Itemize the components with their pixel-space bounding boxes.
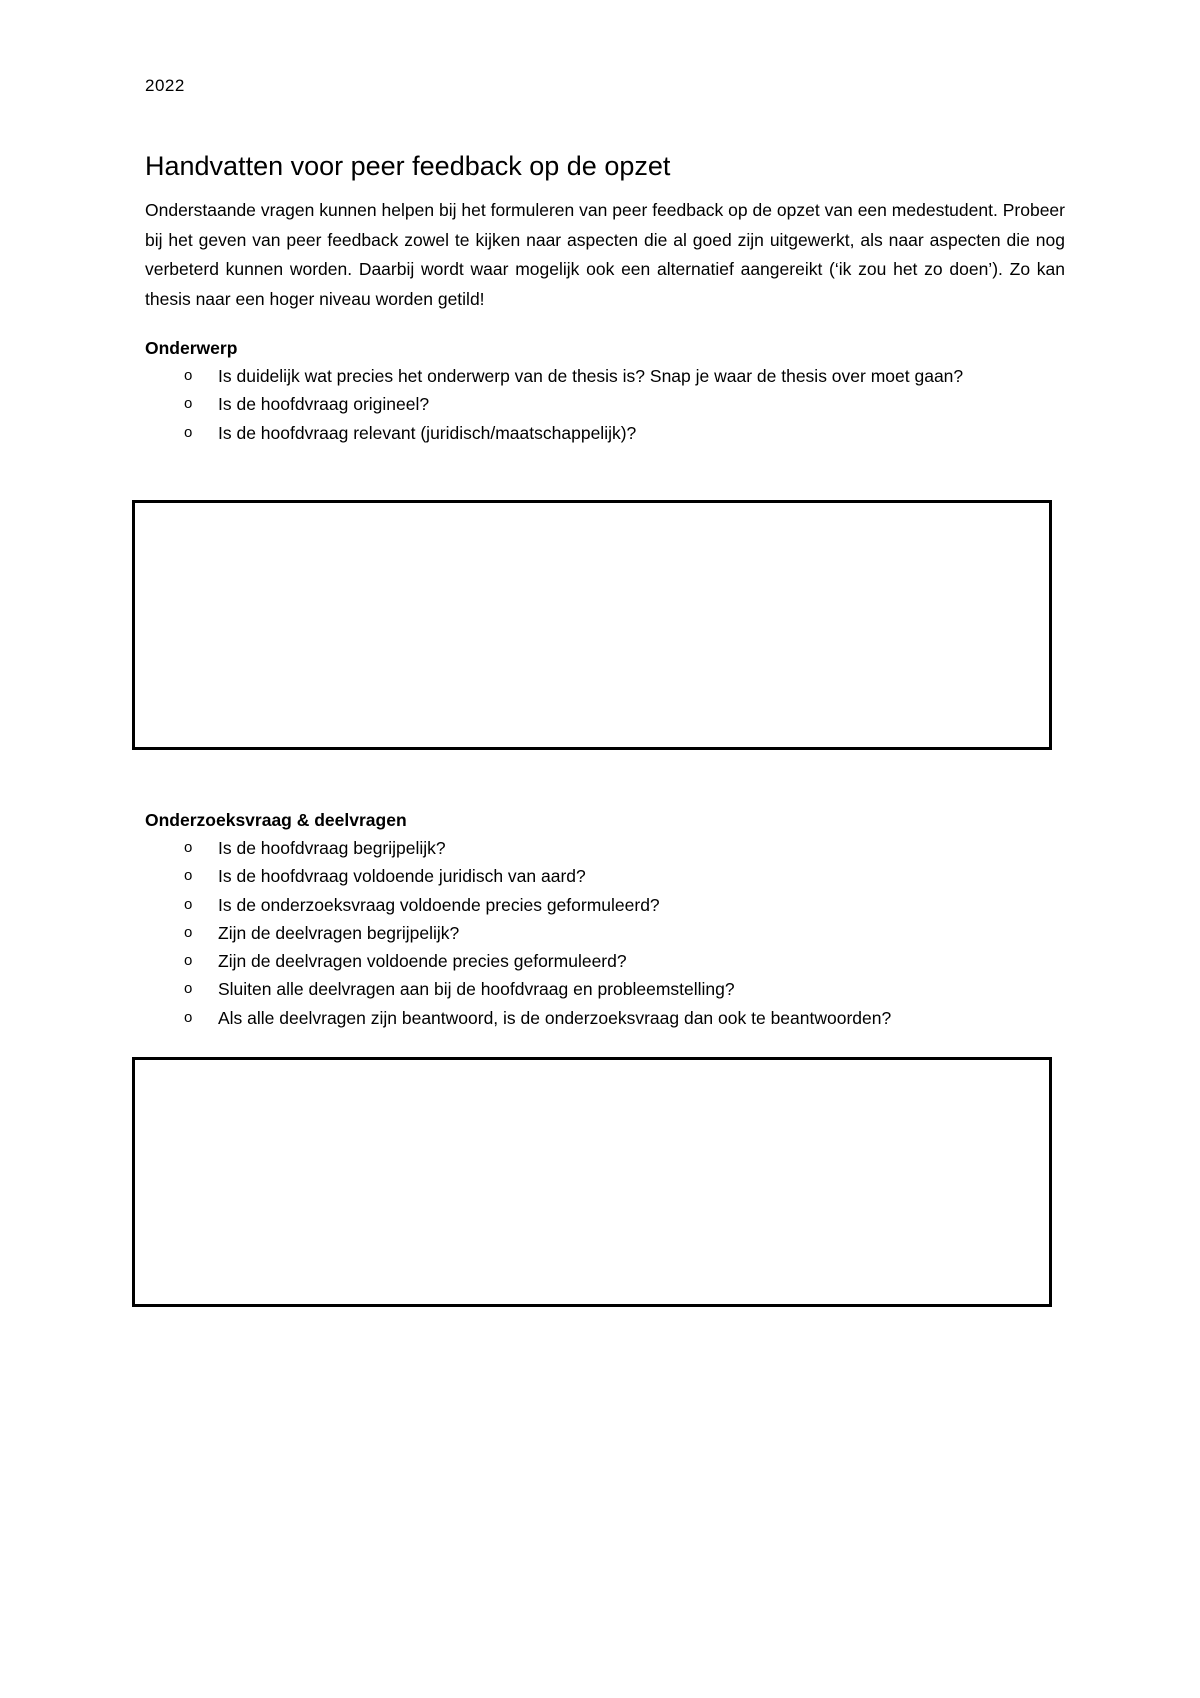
section-onderzoeksvraag (145, 806, 1065, 1032)
answer-box-onderwerp[interactable] (132, 500, 1052, 750)
bullet-icon: o (184, 980, 193, 998)
list-item (145, 862, 1065, 890)
question-text: Zijn de deelvragen begrijpelijk? (218, 922, 460, 943)
bullet-icon: o (184, 895, 193, 913)
header-year: 2022 (145, 76, 185, 95)
question-text: Is de hoofdvraag begrijpelijk? (218, 838, 446, 858)
list-item (145, 834, 1065, 862)
section-heading: Onderwerp (145, 338, 238, 358)
list-item (145, 919, 1065, 947)
section-heading: Onderzoeksvraag & deelvragen (145, 810, 407, 830)
list-item (145, 975, 1065, 1003)
bullet-icon: o (184, 952, 193, 970)
list-item (145, 362, 1065, 390)
bullet-icon: o (184, 867, 193, 885)
list-item (145, 390, 1065, 418)
intro-paragraph: Onderstaande vragen kunnen helpen bij het formuleren van peer feedback op de opzet van een medestudent. Probeer bij het geven van peer feedback zowel te kijken naar aspecten die al goed zijn uitgewerkt, als naar aspecten die nog verbeterd kunnen worden. Daarbij wordt waar mogelijk ook een alternatief aangereikt (‘ik zou het zo doen’). Zo kan thesis naar een hoger niveau worden getild! (145, 200, 1065, 309)
question-text: Is de hoofdvraag voldoende juridisch van aard? (218, 866, 586, 887)
question-list (145, 834, 1065, 1032)
list-item (145, 891, 1065, 919)
bullet-icon: o (184, 923, 193, 941)
question-text: Is de onderzoeksvraag voldoende precies geformuleerd? (218, 894, 660, 915)
bullet-icon: o (184, 367, 193, 384)
document-title: Handvatten voor peer feedback op de opzet (145, 151, 671, 181)
question-text: Als alle deelvragen zijn beantwoord, is de onderzoeksvraag dan ook te beantwoorden? (218, 1007, 892, 1028)
bullet-icon: o (184, 423, 193, 441)
list-item (145, 419, 1065, 447)
question-list (145, 362, 1065, 447)
question-text: Is de hoofdvraag origineel? (218, 394, 430, 415)
question-text: Is duidelijk wat precies het onderwerp van de thesis is? Snap je waar de thesis over moet gaan? (218, 366, 964, 386)
bullet-icon: o (184, 839, 193, 856)
question-text: Sluiten alle deelvragen aan bij de hoofdvraag en probleemstelling? (218, 979, 735, 1000)
question-text: Is de hoofdvraag relevant (juridisch/maatschappelijk)? (218, 422, 637, 443)
question-text: Zijn de deelvragen voldoende precies geformuleerd? (218, 951, 627, 972)
answer-box-onderzoeksvraag[interactable] (132, 1057, 1052, 1307)
document-content (145, 150, 1065, 314)
bullet-icon: o (184, 1008, 193, 1026)
list-item (145, 1004, 1065, 1032)
section-onderwerp (145, 334, 1065, 447)
list-item (145, 947, 1065, 975)
bullet-icon: o (184, 395, 193, 413)
